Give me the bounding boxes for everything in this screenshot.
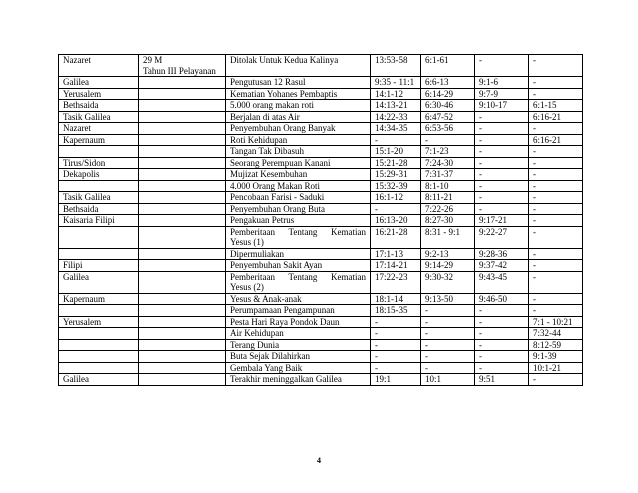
- cell-lukas: -: [475, 180, 529, 192]
- cell-period: [139, 351, 226, 363]
- cell-yohanes: 6:16-21: [529, 134, 583, 146]
- table-row: [59, 157, 583, 169]
- cell-event: Ditolak Untuk Kedua Kalinya: [226, 55, 371, 77]
- cell-markus: 8:1-10: [421, 180, 475, 192]
- cell-place: [59, 351, 139, 363]
- cell-place: Tasik Galilea: [59, 192, 139, 204]
- cell-markus: -: [421, 316, 475, 328]
- cell-event: Pengutusan 12 Rasul: [226, 77, 371, 89]
- cell-matius: 9:35 - 11:1: [371, 77, 421, 89]
- table-row: [59, 316, 583, 328]
- cell-matius: 15:29-31: [371, 169, 421, 181]
- cell-yohanes: -: [529, 192, 583, 204]
- cell-yohanes: -: [529, 215, 583, 227]
- cell-lukas: -: [475, 146, 529, 158]
- table-row: [59, 100, 583, 112]
- cell-place: [59, 328, 139, 340]
- cell-matius: 18:15-35: [371, 305, 421, 317]
- table-row: [59, 111, 583, 123]
- cell-yohanes: -: [529, 203, 583, 215]
- cell-matius: -: [371, 339, 421, 351]
- cell-lukas: -: [475, 134, 529, 146]
- cell-event: Pemberitaan Tentang Kematian Yesus (2): [226, 271, 371, 293]
- cell-markus: -: [421, 362, 475, 374]
- cell-yohanes: -: [529, 226, 583, 248]
- cell-lukas: -: [475, 316, 529, 328]
- cell-place: Dekapolis: [59, 169, 139, 181]
- cell-yohanes: -: [529, 248, 583, 260]
- cell-place: Galilea: [59, 374, 139, 386]
- page-number: 4: [317, 456, 321, 465]
- cell-markus: 7:31-37: [421, 169, 475, 181]
- cell-matius: 17:22-23: [371, 271, 421, 293]
- cell-event: Kematian Yohanes Pembaptis: [226, 88, 371, 100]
- cell-yohanes: -: [529, 146, 583, 158]
- cell-lukas: -: [475, 169, 529, 181]
- cell-lukas: 9:7-9: [475, 88, 529, 100]
- cell-place: Tirus/Sidon: [59, 157, 139, 169]
- cell-markus: 9:30-32: [421, 271, 475, 293]
- table-row: [59, 260, 583, 272]
- cell-markus: -: [421, 134, 475, 146]
- cell-place: Bethsaida: [59, 203, 139, 215]
- cell-matius: 16:13-20: [371, 215, 421, 227]
- cell-markus: 10:1: [421, 374, 475, 386]
- cell-markus: 8:31 - 9:1: [421, 226, 475, 248]
- cell-yohanes: -: [529, 374, 583, 386]
- cell-matius: -: [371, 328, 421, 340]
- cell-matius: 13:53-58: [371, 55, 421, 77]
- cell-matius: -: [371, 134, 421, 146]
- table-row: [59, 271, 583, 293]
- cell-matius: 17:14-21: [371, 260, 421, 272]
- cell-yohanes: -: [529, 88, 583, 100]
- cell-yohanes: -: [529, 77, 583, 89]
- cell-lukas: -: [475, 203, 529, 215]
- cell-event: Pencobaan Farisi - Saduki: [226, 192, 371, 204]
- cell-lukas: -: [475, 192, 529, 204]
- cell-yohanes: -: [529, 293, 583, 305]
- table-row: [59, 339, 583, 351]
- table-row: [59, 192, 583, 204]
- cell-place: Yerusalem: [59, 88, 139, 100]
- cell-matius: -: [371, 316, 421, 328]
- table-row: [59, 146, 583, 158]
- cell-markus: 6:1-61: [421, 55, 475, 77]
- table-row: [59, 134, 583, 146]
- cell-lukas: 9:51: [475, 374, 529, 386]
- cell-period: [139, 192, 226, 204]
- table-row: [59, 88, 583, 100]
- cell-event: Yesus & Anak-anak: [226, 293, 371, 305]
- cell-markus: 6:30-46: [421, 100, 475, 112]
- cell-period: [139, 169, 226, 181]
- cell-matius: 15:1-20: [371, 146, 421, 158]
- cell-lukas: 9:17-21: [475, 215, 529, 227]
- cell-markus: 8:27-30: [421, 215, 475, 227]
- cell-event: 5.000 orang makan roti: [226, 100, 371, 112]
- cell-event: Mujizat Kesembuhan: [226, 169, 371, 181]
- cell-place: Filipi: [59, 260, 139, 272]
- cell-lukas: -: [475, 111, 529, 123]
- cell-markus: 9:2-13: [421, 248, 475, 260]
- cell-lukas: 9:1-6: [475, 77, 529, 89]
- cell-yohanes: -: [529, 305, 583, 317]
- cell-period: [139, 88, 226, 100]
- cell-event: Perumpamaan Pengampunan: [226, 305, 371, 317]
- cell-yohanes: -: [529, 180, 583, 192]
- cell-event: Pemberitaan Tentang Kematian Yesus (1): [226, 226, 371, 248]
- cell-markus: 8:11-21: [421, 192, 475, 204]
- table-body: [59, 55, 583, 386]
- cell-event: Tangan Tak Dibasuh: [226, 146, 371, 158]
- cell-period: [139, 328, 226, 340]
- cell-period: [139, 215, 226, 227]
- cell-place: Nazaret: [59, 123, 139, 135]
- table-row: [59, 55, 583, 77]
- cell-place: Kapernaum: [59, 134, 139, 146]
- cell-event: Seorang Perempuan Kanani: [226, 157, 371, 169]
- cell-matius: -: [371, 203, 421, 215]
- cell-matius: 16:1-12: [371, 192, 421, 204]
- cell-event: Berjalan di atas Air: [226, 111, 371, 123]
- table-row: [59, 351, 583, 363]
- cell-markus: 6:53-56: [421, 123, 475, 135]
- cell-yohanes: -: [529, 55, 583, 77]
- cell-event: Terakhir meninggalkan Galilea: [226, 374, 371, 386]
- cell-yohanes: -: [529, 123, 583, 135]
- cell-period: [139, 316, 226, 328]
- cell-markus: -: [421, 351, 475, 363]
- cell-yohanes: 10:1-21: [529, 362, 583, 374]
- cell-period: [139, 134, 226, 146]
- cell-event: Dipermuliakan: [226, 248, 371, 260]
- cell-event: Penyembuhan Orang Banyak: [226, 123, 371, 135]
- cell-place: [59, 180, 139, 192]
- cell-matius: 17:1-13: [371, 248, 421, 260]
- cell-yohanes: 6:1-15: [529, 100, 583, 112]
- cell-event: Gembala Yang Baik: [226, 362, 371, 374]
- cell-matius: -: [371, 351, 421, 363]
- cell-yohanes: 9:1-39: [529, 351, 583, 363]
- cell-markus: 6:47-52: [421, 111, 475, 123]
- cell-period: [139, 100, 226, 112]
- cell-matius: 15:32-39: [371, 180, 421, 192]
- table-row: [59, 305, 583, 317]
- cell-lukas: 9:37-42: [475, 260, 529, 272]
- cell-period: [139, 111, 226, 123]
- cell-yohanes: -: [529, 260, 583, 272]
- cell-place: Yerusalem: [59, 316, 139, 328]
- table-row: [59, 215, 583, 227]
- cell-markus: 7:24-30: [421, 157, 475, 169]
- cell-lukas: -: [475, 362, 529, 374]
- cell-matius: 18:1-14: [371, 293, 421, 305]
- cell-period: [139, 157, 226, 169]
- cell-lukas: 9:28-36: [475, 248, 529, 260]
- cell-place: Tasik Galilea: [59, 111, 139, 123]
- cell-place: Bethsaida: [59, 100, 139, 112]
- cell-period: [139, 305, 226, 317]
- cell-lukas: -: [475, 157, 529, 169]
- cell-matius: -: [371, 362, 421, 374]
- cell-place: Galilea: [59, 271, 139, 293]
- cell-matius: 14:1-12: [371, 88, 421, 100]
- table-row: [59, 293, 583, 305]
- cell-period: [139, 180, 226, 192]
- table-row: [59, 169, 583, 181]
- cell-place: Nazaret: [59, 55, 139, 77]
- cell-place: [59, 362, 139, 374]
- cell-lukas: 9:46-50: [475, 293, 529, 305]
- cell-period: 29 M Tahun III Pelayanan: [139, 55, 226, 77]
- cell-place: [59, 226, 139, 248]
- gospel-harmony-table: [58, 54, 583, 386]
- cell-event: Terang Dunia: [226, 339, 371, 351]
- cell-period: [139, 374, 226, 386]
- cell-event: 4.000 Orang Makan Roti: [226, 180, 371, 192]
- cell-event: Air Kehidupan: [226, 328, 371, 340]
- cell-place: Kapernaum: [59, 293, 139, 305]
- cell-place: [59, 339, 139, 351]
- cell-markus: 7:1-23: [421, 146, 475, 158]
- cell-event: Roti Kehidupan: [226, 134, 371, 146]
- cell-lukas: -: [475, 328, 529, 340]
- cell-period: [139, 339, 226, 351]
- cell-period: [139, 146, 226, 158]
- cell-yohanes: -: [529, 157, 583, 169]
- cell-markus: -: [421, 328, 475, 340]
- cell-event: Pesta Hari Raya Pondok Daun: [226, 316, 371, 328]
- cell-period: [139, 248, 226, 260]
- cell-lukas: 9:43-45: [475, 271, 529, 293]
- cell-matius: 14:22-33: [371, 111, 421, 123]
- cell-markus: 7:22-26: [421, 203, 475, 215]
- cell-matius: 14:13-21: [371, 100, 421, 112]
- cell-markus: 9:13-50: [421, 293, 475, 305]
- cell-yohanes: -: [529, 271, 583, 293]
- cell-markus: -: [421, 339, 475, 351]
- cell-period: [139, 271, 226, 293]
- cell-markus: 9:14-29: [421, 260, 475, 272]
- cell-event: Pengakuan Petrus: [226, 215, 371, 227]
- cell-place: Galilea: [59, 77, 139, 89]
- cell-period: [139, 362, 226, 374]
- table-row: [59, 123, 583, 135]
- cell-yohanes: 6:16-21: [529, 111, 583, 123]
- table-row: [59, 226, 583, 248]
- cell-markus: 6:14-29: [421, 88, 475, 100]
- cell-event: Buta Sejak Dilahirkan: [226, 351, 371, 363]
- cell-place: [59, 146, 139, 158]
- cell-place: Kaisaria Filipi: [59, 215, 139, 227]
- cell-period: [139, 226, 226, 248]
- cell-lukas: 9:22-27: [475, 226, 529, 248]
- cell-lukas: -: [475, 351, 529, 363]
- cell-place: [59, 248, 139, 260]
- cell-period: [139, 293, 226, 305]
- cell-period: [139, 203, 226, 215]
- cell-event: Penyembuhan Sakit Ayan: [226, 260, 371, 272]
- cell-lukas: -: [475, 339, 529, 351]
- cell-period: [139, 77, 226, 89]
- cell-yohanes: -: [529, 169, 583, 181]
- cell-lukas: -: [475, 55, 529, 77]
- cell-lukas: -: [475, 305, 529, 317]
- cell-yohanes: 8:12-59: [529, 339, 583, 351]
- cell-matius: 19:1: [371, 374, 421, 386]
- cell-matius: 16:21-28: [371, 226, 421, 248]
- cell-period: [139, 123, 226, 135]
- table-row: [59, 328, 583, 340]
- cell-yohanes: 7:32-44: [529, 328, 583, 340]
- cell-lukas: 9:10-17: [475, 100, 529, 112]
- cell-matius: 14:34-35: [371, 123, 421, 135]
- table-row: [59, 362, 583, 374]
- cell-markus: 6:6-13: [421, 77, 475, 89]
- table-row: [59, 374, 583, 386]
- table-row: [59, 203, 583, 215]
- cell-place: [59, 305, 139, 317]
- cell-event: Penyembuhan Orang Buta: [226, 203, 371, 215]
- cell-lukas: -: [475, 123, 529, 135]
- cell-period: [139, 260, 226, 272]
- table-row: [59, 77, 583, 89]
- table-row: [59, 180, 583, 192]
- cell-markus: -: [421, 305, 475, 317]
- cell-yohanes: 7:1 - 10:21: [529, 316, 583, 328]
- table-row: [59, 248, 583, 260]
- cell-matius: 15:21-28: [371, 157, 421, 169]
